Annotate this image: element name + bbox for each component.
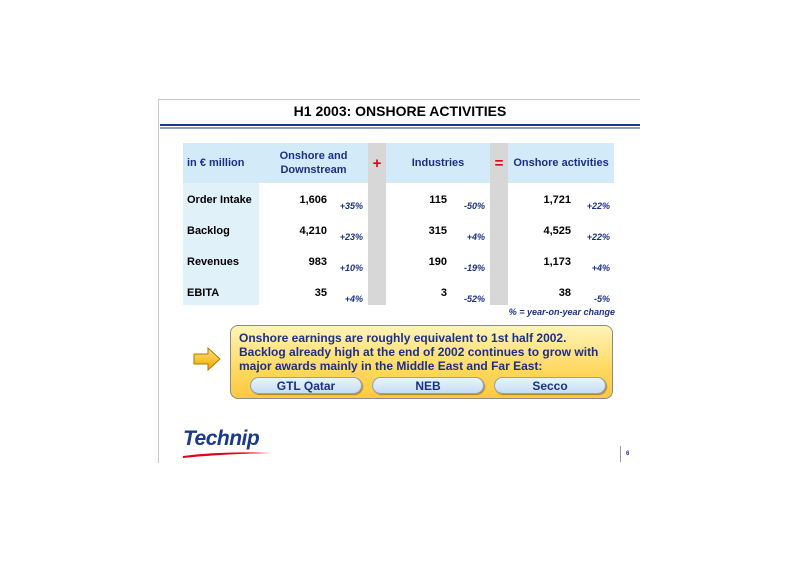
table-cell-change: -50% <box>463 201 485 211</box>
table-cell-value: 983 <box>308 256 327 268</box>
header-industries: Industries <box>411 157 465 169</box>
table-cell-value: 1,606 <box>299 194 327 206</box>
table-cell-value: 38 <box>558 287 571 299</box>
table-cell-change: +22% <box>586 232 610 242</box>
equals-operator: = <box>494 154 504 172</box>
change-footnote: % = year-on-year change <box>508 307 615 317</box>
callout-text: Onshore earnings are roughly equivalent to 1st half 2002. Backlog already high at the end of 2002 continues to grow with major awards mainly in the Middle East and Far East: <box>239 331 599 373</box>
row-label-backlog: Backlog <box>187 225 230 237</box>
row-label-ebita: EBITA <box>187 287 220 299</box>
header-onshore-activities: Onshore activities <box>513 157 609 169</box>
table-cell-value: 3 <box>440 287 447 299</box>
logo-wordmark: Technip <box>183 427 260 450</box>
table-cell-value: 1,173 <box>543 256 571 268</box>
table-cell-change: +35% <box>339 201 363 211</box>
table-cell-value: 35 <box>314 287 327 299</box>
table-cell-change: +4% <box>344 294 363 304</box>
table-cell-change: +10% <box>339 263 363 273</box>
table-cell-change: -52% <box>463 294 485 304</box>
page-title: H1 2003: ONSHORE ACTIVITIES <box>293 103 507 119</box>
row-label-revenues: Revenues <box>187 256 239 268</box>
table-cell-value: 4,210 <box>299 225 327 237</box>
slide-frame-left <box>158 99 159 463</box>
table-cell-value: 115 <box>429 194 447 206</box>
page-number-divider <box>620 446 621 462</box>
logo-swoosh-icon <box>183 449 273 459</box>
arrow-right-icon <box>193 347 221 371</box>
header-unit: in € million <box>187 157 245 169</box>
table-cell-change: +22% <box>586 201 610 211</box>
header-onshore-downstream: Onshore and Downstream <box>279 150 348 176</box>
gtl-qatar-button[interactable]: GTL Qatar <box>250 377 362 394</box>
table-cell-value: 190 <box>428 256 447 268</box>
table-cell-change: -19% <box>463 263 485 273</box>
title-underline <box>160 124 640 129</box>
table-cell-change: +4% <box>591 263 610 273</box>
table-cell-change: -5% <box>593 294 610 304</box>
page-number: 6 <box>626 451 630 457</box>
table-cell-value: 1,721 <box>543 194 571 206</box>
table-cell-value: 315 <box>428 225 447 237</box>
row-label-order-intake: Order Intake <box>187 194 252 206</box>
secco-button[interactable]: Secco <box>494 377 606 394</box>
results-table <box>183 143 614 305</box>
neb-button[interactable]: NEB <box>372 377 484 394</box>
technip-logo <box>183 427 273 459</box>
slide-frame-top <box>158 99 640 100</box>
table-cell-value: 4,525 <box>543 225 571 237</box>
callout-box <box>230 325 613 399</box>
table-cell-change: +4% <box>466 232 485 242</box>
table-cell-change: +23% <box>339 232 363 242</box>
plus-operator: + <box>372 154 382 172</box>
